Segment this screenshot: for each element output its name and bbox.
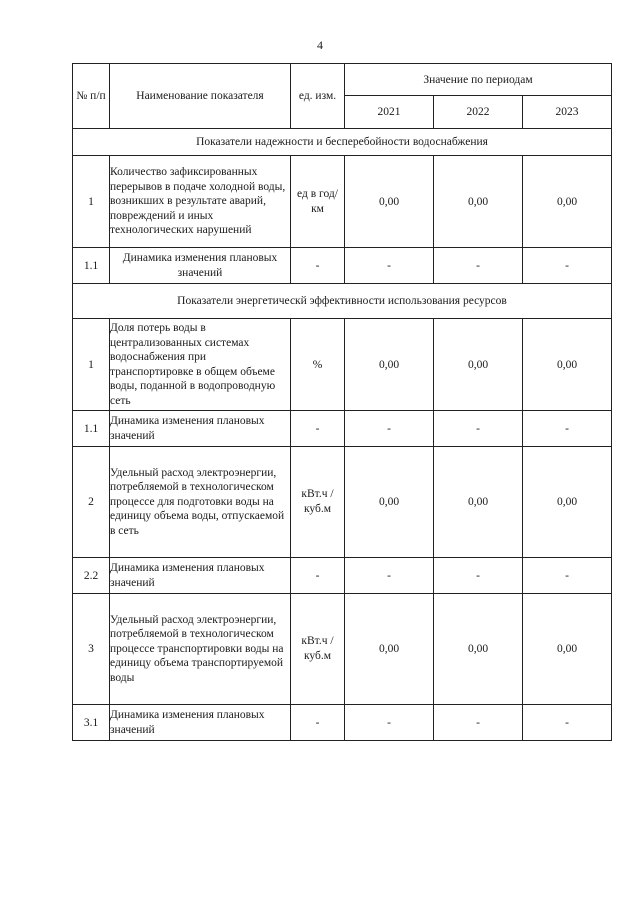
section-title: Показатели энергетическй эффективности использования ресурсов bbox=[73, 284, 612, 319]
row-value-2021: 0,00 bbox=[345, 319, 434, 411]
row-value-2023: - bbox=[523, 558, 612, 594]
row-num: 1.1 bbox=[73, 411, 110, 447]
row-unit: % bbox=[291, 319, 345, 411]
table-row bbox=[73, 156, 612, 248]
row-value-2023: 0,00 bbox=[523, 156, 612, 248]
row-unit: - bbox=[291, 248, 345, 284]
row-value-2022: 0,00 bbox=[434, 594, 523, 705]
table-row bbox=[73, 558, 612, 594]
row-name: Удельный расход электроэнергии, потребляемой в технологическом процессе транспортировки воды на единицу объема транспортируемой воды bbox=[110, 594, 291, 705]
row-value-2022: 0,00 bbox=[434, 447, 523, 558]
row-num: 3.1 bbox=[73, 705, 110, 741]
header-year-2022: 2022 bbox=[434, 96, 523, 129]
row-value-2022: - bbox=[434, 411, 523, 447]
header-unit: ед. изм. bbox=[291, 64, 345, 129]
row-value-2022: 0,00 bbox=[434, 319, 523, 411]
row-name: Динамика изменения плановых значений bbox=[110, 248, 291, 284]
row-value-2021: - bbox=[345, 248, 434, 284]
table-row bbox=[73, 705, 612, 741]
row-value-2022: - bbox=[434, 705, 523, 741]
table-row bbox=[73, 411, 612, 447]
header-year-2023: 2023 bbox=[523, 96, 612, 129]
row-name: Удельный расход электроэнергии, потребляемой в технологическом процессе для подготовки воды на единицу объема воды, отпускаемой в сеть bbox=[110, 447, 291, 558]
row-value-2022: - bbox=[434, 558, 523, 594]
row-value-2022: 0,00 bbox=[434, 156, 523, 248]
table-row bbox=[73, 594, 612, 705]
row-value-2021: - bbox=[345, 705, 434, 741]
table-row bbox=[73, 248, 612, 284]
row-unit: - bbox=[291, 558, 345, 594]
row-num: 2 bbox=[73, 447, 110, 558]
row-value-2021: 0,00 bbox=[345, 594, 434, 705]
row-num: 3 bbox=[73, 594, 110, 705]
header-name: Наименование показателя bbox=[110, 64, 291, 129]
row-value-2022: - bbox=[434, 248, 523, 284]
page-number: 4 bbox=[317, 38, 323, 52]
row-value-2021: - bbox=[345, 558, 434, 594]
row-num: 1 bbox=[73, 156, 110, 248]
row-unit: кВт.ч / куб.м bbox=[291, 594, 345, 705]
indicators-table bbox=[72, 63, 612, 741]
row-value-2021: 0,00 bbox=[345, 447, 434, 558]
row-unit: - bbox=[291, 705, 345, 741]
row-value-2023: - bbox=[523, 411, 612, 447]
row-value-2021: 0,00 bbox=[345, 156, 434, 248]
row-name: Динамика изменения плановых значений bbox=[110, 411, 291, 447]
table-row bbox=[73, 319, 612, 411]
row-name: Количество зафиксированных перерывов в подаче холодной воды, возникших в результате аварий, повреждений и иных технологических нарушений bbox=[110, 156, 291, 248]
row-name: Динамика изменения плановых значений bbox=[110, 558, 291, 594]
row-num: 1.1 bbox=[73, 248, 110, 284]
table-header bbox=[73, 64, 612, 129]
row-unit: ед в год/ км bbox=[291, 156, 345, 248]
row-value-2021: - bbox=[345, 411, 434, 447]
header-num: № п/п bbox=[73, 64, 110, 129]
row-value-2023: - bbox=[523, 705, 612, 741]
row-name: Доля потерь воды в централизованных системах водоснабжения при транспортировке в общем объеме воды, поданной в водопроводную сеть bbox=[110, 319, 291, 411]
header-period: Значение по периодам bbox=[345, 64, 612, 96]
table-row bbox=[73, 447, 612, 558]
row-unit: - bbox=[291, 411, 345, 447]
row-value-2023: 0,00 bbox=[523, 594, 612, 705]
section-title: Показатели надежности и бесперебойности водоснабжения bbox=[73, 129, 612, 156]
row-num: 1 bbox=[73, 319, 110, 411]
header-year-2021: 2021 bbox=[345, 96, 434, 129]
row-value-2023: 0,00 bbox=[523, 319, 612, 411]
row-value-2023: 0,00 bbox=[523, 447, 612, 558]
row-num: 2.2 bbox=[73, 558, 110, 594]
row-name: Динамика изменения плановых значений bbox=[110, 705, 291, 741]
row-unit: кВт.ч / куб.м bbox=[291, 447, 345, 558]
row-value-2023: - bbox=[523, 248, 612, 284]
